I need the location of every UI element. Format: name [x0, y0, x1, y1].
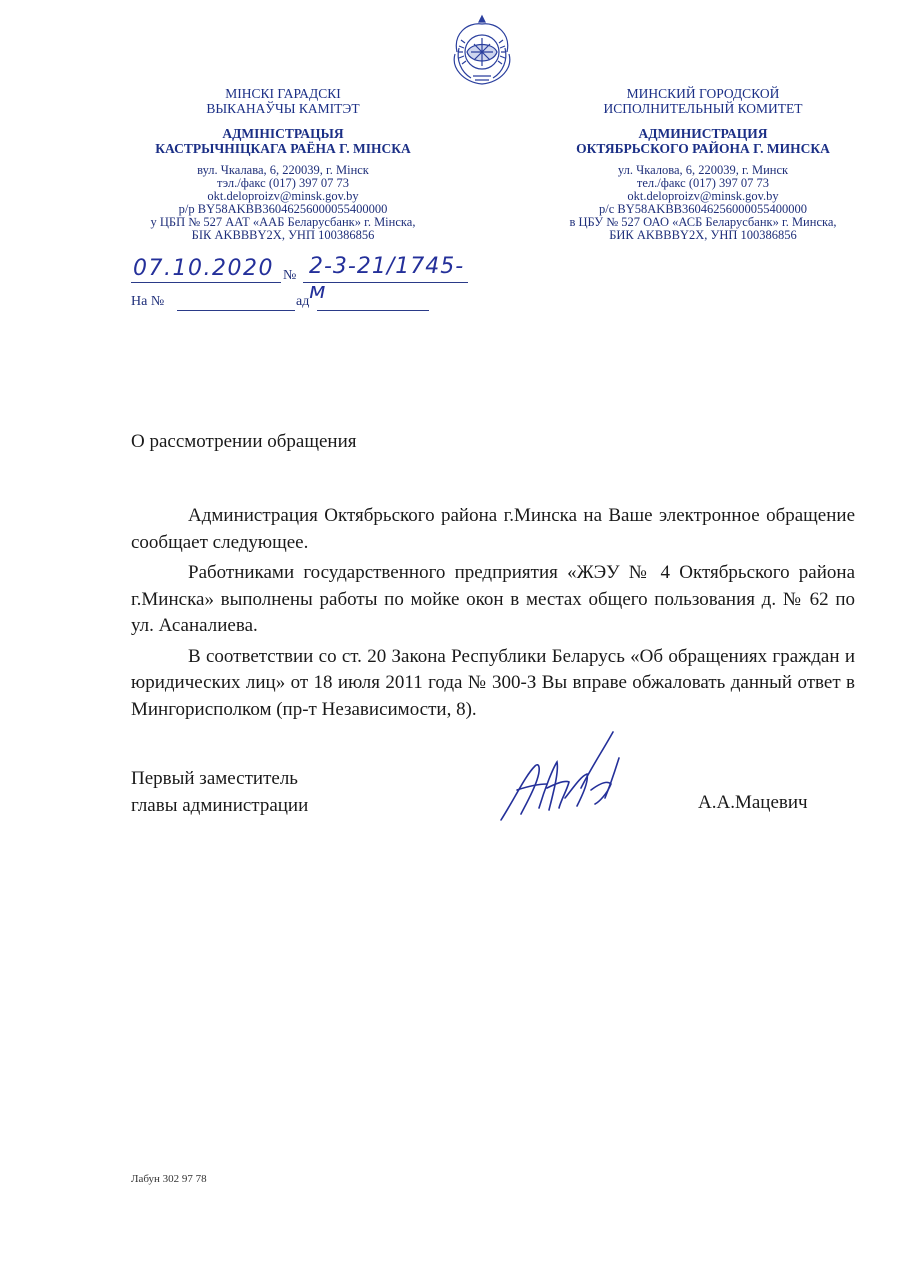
state-emblem-icon: [447, 12, 517, 88]
org-name-line2: ИСПОЛНИТЕЛЬНЫЙ КОМИТЕТ: [603, 100, 803, 116]
letter-body: [131, 503, 855, 723]
signatory-title: [131, 765, 308, 819]
reference-number-underline: [177, 310, 295, 311]
signatory-title-line2: главы администрации: [131, 795, 309, 816]
letter-subject: О рассмотрении обращения: [131, 431, 357, 452]
address-block: [538, 164, 868, 242]
signatory-name: А.А.Мацевич: [698, 792, 808, 813]
admin-name-line2: ОКТЯБРЬСКОГО РАЙОНА Г. МИНСКА: [576, 140, 830, 156]
email-line: okt.deloproizv@minsk.gov.by: [627, 189, 779, 203]
executor-contact: Лабун 302 97 78: [131, 1173, 207, 1185]
phone-line: тел./факс (017) 397 07 73: [636, 176, 770, 190]
account-line: р/р BY58AKBB36046256000055400000: [178, 202, 388, 216]
reference-date-underline: [317, 310, 429, 311]
signatory-title-line1: Первый заместитель: [131, 768, 298, 789]
account-line: р/с BY58AKBB36046256000055400000: [599, 202, 807, 216]
number-label: №: [283, 268, 297, 283]
header-left-belarusian: [118, 87, 448, 242]
bic-line: БІК AKBBBY2X, УНП 100386856: [191, 228, 375, 242]
header-right-russian: [538, 87, 868, 242]
org-name-line2: ВЫКАНАЎЧЫ КАМІТЭТ: [206, 100, 360, 116]
address-line: вул. Чкалава, 6, 220039, г. Мінск: [197, 163, 369, 177]
org-name-line1: МІНСКІ ГАРАДСКІ: [225, 86, 341, 101]
date-underline: [131, 282, 281, 283]
bank-line: в ЦБУ № 527 ОАО «АСБ Беларусбанк» г. Минска,: [569, 215, 837, 229]
registration-date: 07.10.2020: [133, 256, 274, 281]
body-paragraph: В соответствии со ст. 20 Закона Республики Беларусь «Об обращениях граждан и юридических лиц» от 18 июля 2011 года № 300-З Вы вправе обжаловать данный ответ в Мингорисполком (пр-т Независимости, 8).: [131, 645, 855, 720]
body-paragraph: Администрация Октябрьского района г.Минска на Ваше электронное обращение сообщает следующее.: [131, 505, 855, 553]
registration-number: 2-3-21/1745-м: [309, 254, 465, 304]
bank-line: у ЦБП № 527 ААТ «ААБ Беларусбанк» г. Мінска,: [150, 215, 416, 229]
email-line: okt.deloproizv@minsk.gov.by: [207, 189, 359, 203]
admin-name-line1: АДМИНИСТРАЦИЯ: [638, 126, 768, 141]
body-paragraph: Работниками государственного предприятия «ЖЭУ № 4 Октябрьского района г.Минска» выполнены работы по мойке окон в местах общего пользования д. № 62 по ул. Асаналиева.: [131, 562, 855, 636]
reference-label: На №: [131, 294, 165, 309]
handwritten-signature-icon: [495, 728, 650, 828]
admin-name-line2: КАСТРЫЧНІЦКАГА РАЁНА Г. МІНСКА: [155, 140, 411, 156]
address-block: [118, 164, 448, 242]
reference-line: [131, 294, 431, 316]
phone-line: тэл./факс (017) 397 07 73: [216, 176, 350, 190]
org-name-line1: МИНСКИЙ ГОРОДСКОЙ: [626, 86, 780, 101]
reference-date-label: ад: [296, 294, 310, 309]
address-line: ул. Чкалова, 6, 220039, г. Минск: [617, 163, 789, 177]
bic-line: БИК AKBBBY2X, УНП 100386856: [609, 228, 797, 242]
admin-name-line1: АДМІНІСТРАЦЫЯ: [222, 126, 344, 141]
